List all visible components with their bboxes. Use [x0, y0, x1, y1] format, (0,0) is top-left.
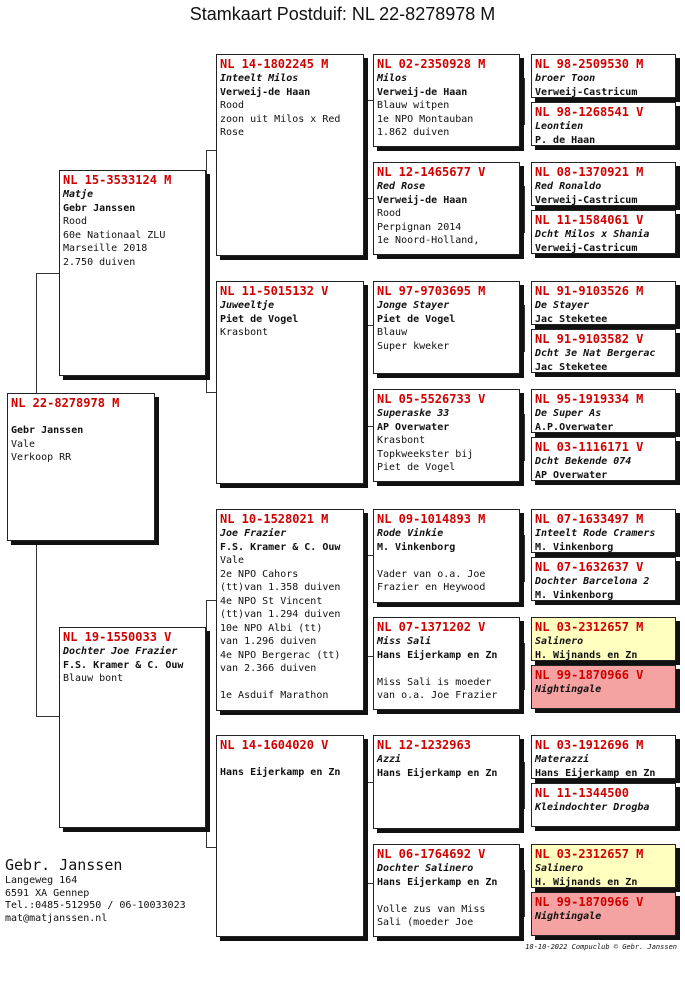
- pigeon-name: Joe Frazier: [220, 528, 287, 539]
- breeder-street: Langeweg 164: [5, 875, 78, 886]
- owner-name: Piet de Vogel: [220, 313, 299, 325]
- owner-name: Verweij-Castricum: [535, 242, 638, 254]
- pigeon-card-granddam-maternal: [216, 735, 364, 937]
- owner-name: Gebr Janssen: [63, 202, 136, 214]
- page-title: Stamkaart Postduif: NL 22-8278978 M: [189, 4, 496, 24]
- pigeon-card-dam: [59, 627, 206, 828]
- owner-name: Piet de Vogel: [377, 313, 456, 325]
- pigeon-name: Azzi: [377, 754, 402, 765]
- connector: [364, 426, 373, 427]
- pigeon-card-gen4-1: [531, 54, 676, 98]
- ring-number: NL 03-2312657 M: [535, 847, 644, 861]
- breeder-email: mat@matjanssen.nl: [5, 912, 108, 924]
- pigeon-name: Dcht Milos x Shania: [535, 229, 650, 240]
- connector: [524, 305, 525, 352]
- connector: [364, 555, 365, 657]
- ring-number: NL 09-1014893 M: [377, 512, 486, 526]
- pigeon-info: Rood zoon uit Milos x Red Rose: [220, 100, 341, 138]
- breeder-phone: Tel.:0485-512950 / 06-10033023: [5, 900, 186, 911]
- ring-number: NL 12-1465677 V: [377, 165, 486, 179]
- print-credit: 18-10-2022 Compuclub © Gebr. Janssen: [525, 943, 677, 951]
- pigeon-card-gen3-6: [373, 617, 520, 710]
- ring-number: NL 07-1371202 V: [377, 620, 486, 634]
- ring-number: NL 08-1370921 M: [535, 165, 644, 179]
- connector: [524, 535, 525, 582]
- pigeon-name: Milos: [377, 73, 408, 84]
- owner-name: F.S. Kramer & C. Ouw: [63, 659, 184, 671]
- owner-name: Jac Steketee: [535, 361, 608, 373]
- pigeon-info: Vader van o.a. Joe Frazier en Heywood: [377, 568, 486, 593]
- ring-number: NL 99-1870966 V: [535, 668, 644, 682]
- connector: [364, 325, 365, 427]
- pigeon-name: Red Rose: [377, 181, 426, 192]
- pigeon-info: Blauw bont: [63, 673, 124, 684]
- connector: [206, 150, 207, 393]
- pigeon-name: Rode Vinkie: [377, 528, 444, 539]
- ring-number: NL 03-1912696 M: [535, 738, 644, 752]
- ring-number: NL 05-5526733 V: [377, 392, 486, 406]
- pigeon-card-gen4-10: [531, 557, 676, 601]
- connector: [524, 870, 525, 917]
- connector: [364, 100, 365, 199]
- owner-name: M. Vinkenborg: [377, 541, 456, 553]
- pigeon-card-gen4-14: [531, 783, 676, 827]
- pigeon-name: [11, 411, 151, 424]
- pigeon-card-gen4-12: [531, 665, 676, 709]
- owner-name: A.P.Overwater: [535, 421, 614, 433]
- connector: [364, 325, 373, 326]
- pigeon-card-gen4-5: [531, 281, 676, 325]
- connector: [206, 600, 216, 601]
- pigeon-card-gen3-8: [373, 844, 520, 937]
- pigeon-info: Vale 2e NPO Cahors (tt)van 1.358 duiven 4e NPO St Vincent (tt)van 1.294 duiven 10e NPO Albi (tt) van 1.296 duiven 4e NPO Bergerac (tt) van 2.366 duiven 1e Asduif Marathon: [220, 555, 341, 701]
- ring-number: NL 22-8278978 M: [11, 396, 120, 410]
- owner-name: Hans Eijerkamp en Zn: [377, 876, 498, 888]
- pigeon-card-gen4-15: [531, 844, 676, 888]
- pigeon-name: [220, 753, 360, 766]
- pigeon-name: Inteelt Milos: [220, 73, 299, 84]
- pigeon-name: Kleindochter Drogba: [535, 802, 650, 813]
- ring-number: NL 02-2350928 M: [377, 57, 486, 71]
- pigeon-card-gen4-4: [531, 210, 676, 254]
- pigeon-name: Dcht 3e Nat Bergerac: [535, 348, 656, 359]
- connector: [364, 555, 373, 556]
- pigeon-name: Juweeltje: [220, 300, 275, 311]
- ring-number: NL 12-1232963: [377, 738, 471, 752]
- pigeon-info: Volle zus van Miss Sali (moeder Joe: [377, 903, 486, 928]
- connector: [36, 716, 59, 717]
- pigeon-name: Superaske 33: [377, 408, 450, 419]
- ring-number: NL 97-9703695 M: [377, 284, 486, 298]
- pigeon-name: broer Toon: [535, 73, 596, 84]
- owner-name: H. Wijnands en Zn: [535, 876, 638, 888]
- pigeon-card-gen3-4: [373, 389, 520, 482]
- owner-name: Jac Steketee: [535, 313, 608, 325]
- owner-name: M. Vinkenborg: [535, 589, 614, 601]
- pigeon-card-grandsire-paternal: [216, 54, 364, 256]
- ring-number: NL 19-1550033 V: [63, 630, 172, 644]
- pigeon-card-gen4-8: [531, 437, 676, 481]
- connector: [524, 762, 525, 809]
- ring-number: NL 03-1116171 V: [535, 440, 644, 454]
- pigeon-card-gen4-16: [531, 892, 676, 936]
- owner-name: M. Vinkenborg: [535, 541, 614, 553]
- owner-name: Hans Eijerkamp en Zn: [377, 767, 498, 779]
- owner-name: Verweij-Castricum: [535, 86, 638, 98]
- pigeon-card-gen3-7: [373, 735, 520, 829]
- pigeon-name: De Stayer: [535, 300, 590, 311]
- ring-number: NL 03-2312657 M: [535, 620, 644, 634]
- pigeon-name: Red Ronaldo: [535, 181, 602, 192]
- pigeon-name: Jonge Stayer: [377, 300, 450, 311]
- pigeon-card-gen3-1: [373, 54, 520, 147]
- pigeon-name: Matje: [63, 189, 94, 200]
- ring-number: NL 91-9103582 V: [535, 332, 644, 346]
- breeder-city: 6591 XA Gennep: [5, 887, 90, 899]
- owner-name: F.S. Kramer & C. Ouw: [220, 541, 341, 553]
- pigeon-card-gen4-2: [531, 102, 676, 146]
- connector: [206, 600, 207, 848]
- pigeon-name: Miss Sali: [377, 636, 432, 647]
- ring-number: NL 98-2509530 M: [535, 57, 644, 71]
- connector: [36, 273, 59, 274]
- owner-name: Verweij-de Haan: [220, 86, 311, 98]
- pigeon-name: Leontien: [535, 121, 584, 132]
- connector: [364, 656, 373, 657]
- breeder-name: Gebr. Janssen: [5, 856, 123, 874]
- pigeon-name: Salinero: [535, 863, 584, 874]
- ring-number: NL 06-1764692 V: [377, 847, 486, 861]
- connector: [206, 392, 216, 393]
- pigeon-card-gen4-3: [531, 162, 676, 206]
- pigeon-info: Vale Verkoop RR: [11, 438, 72, 463]
- pigeon-name: Salinero: [535, 636, 584, 647]
- pigeon-name: De Super As: [535, 408, 602, 419]
- owner-name: Hans Eijerkamp en Zn: [535, 767, 656, 779]
- connector: [364, 100, 373, 101]
- pigeon-card-gen3-3: [373, 281, 520, 374]
- owner-name: AP Overwater: [377, 421, 450, 433]
- ring-number: NL 07-1633497 M: [535, 512, 644, 526]
- owner-name: Hans Eijerkamp en Zn: [377, 649, 498, 661]
- ring-number: NL 11-5015132 V: [220, 284, 329, 298]
- pigeon-info: Krasbont Topkweekster bij Piet de Vogel: [377, 435, 474, 473]
- connector: [364, 782, 365, 884]
- ring-number: NL 11-1344500: [535, 786, 629, 800]
- pigeon-name: Nightingale: [535, 911, 602, 922]
- owner-name: H. Wijnands en Zn: [535, 649, 638, 661]
- pigeon-card-gen3-2: [373, 162, 520, 255]
- pigeon-name: Dochter Salinero: [377, 863, 474, 874]
- pigeon-card-grandsire-maternal: [216, 509, 364, 711]
- connector: [524, 414, 525, 461]
- pigeon-card-main: [7, 393, 155, 541]
- connector: [364, 782, 373, 783]
- pigeon-name: Dochter Barcelona 2: [535, 576, 650, 587]
- owner-name: AP Overwater: [535, 469, 608, 481]
- ring-number: NL 98-1268541 V: [535, 105, 644, 119]
- owner-name: P. de Haan: [535, 134, 596, 146]
- owner-name: Gebr Janssen: [11, 425, 84, 436]
- pigeon-info: Blauw witpen 1e NPO Montauban 1.862 duiven: [377, 100, 474, 138]
- connector: [524, 78, 525, 125]
- connector: [524, 186, 525, 233]
- owner-name: Verweij-de Haan: [377, 86, 468, 98]
- pigeon-name: Dcht Bekende 074: [535, 456, 632, 467]
- ring-number: NL 15-3533124 M: [63, 173, 172, 187]
- ring-number: NL 10-1528021 M: [220, 512, 329, 526]
- pigeon-card-gen3-5: [373, 509, 520, 603]
- pigeon-card-granddam-paternal: [216, 281, 364, 484]
- breeder-address: [5, 856, 186, 925]
- pigeon-name: Dochter Joe Frazier: [63, 646, 178, 657]
- connector: [524, 643, 525, 690]
- connector: [206, 150, 216, 151]
- ring-number: NL 07-1632637 V: [535, 560, 644, 574]
- ring-number: NL 11-1584061 V: [535, 213, 644, 227]
- pigeon-card-gen4-7: [531, 389, 676, 433]
- pigeon-name: Materazzi: [535, 754, 590, 765]
- pigeon-info: Krasbont: [220, 327, 269, 338]
- pigeon-card-gen4-6: [531, 329, 676, 373]
- connector: [364, 198, 373, 199]
- pigeon-card-gen4-13: [531, 735, 676, 779]
- ring-number: NL 14-1604020 V: [220, 738, 329, 752]
- connector: [364, 883, 373, 884]
- ring-number: NL 95-1919334 M: [535, 392, 644, 406]
- pigeon-card-gen4-11: [531, 617, 676, 661]
- pigeon-info: Rood Perpignan 2014 1e Noord-Holland,: [377, 208, 480, 246]
- pigeon-info: Blauw Super kweker: [377, 327, 450, 352]
- ring-number: NL 14-1802245 M: [220, 57, 329, 71]
- owner-name: Hans Eijerkamp en Zn: [220, 767, 341, 778]
- pigeon-card-gen4-9: [531, 509, 676, 553]
- ring-number: NL 99-1870966 V: [535, 895, 644, 909]
- owner-name: Verweij-de Haan: [377, 194, 468, 206]
- connector: [206, 847, 216, 848]
- pigeon-info: Rood 60e Nationaal ZLU Marseille 2018 2.750 duiven: [63, 216, 166, 268]
- pigeon-card-sire: [59, 170, 206, 376]
- pigeon-info: Miss Sali is moeder van o.a. Joe Frazier: [377, 676, 498, 701]
- owner-name: Verweij-Castricum: [535, 194, 638, 206]
- pigeon-name: Inteelt Rode Cramers: [535, 528, 656, 539]
- ring-number: NL 91-9103526 M: [535, 284, 644, 298]
- pigeon-name: Nightingale: [535, 684, 602, 695]
